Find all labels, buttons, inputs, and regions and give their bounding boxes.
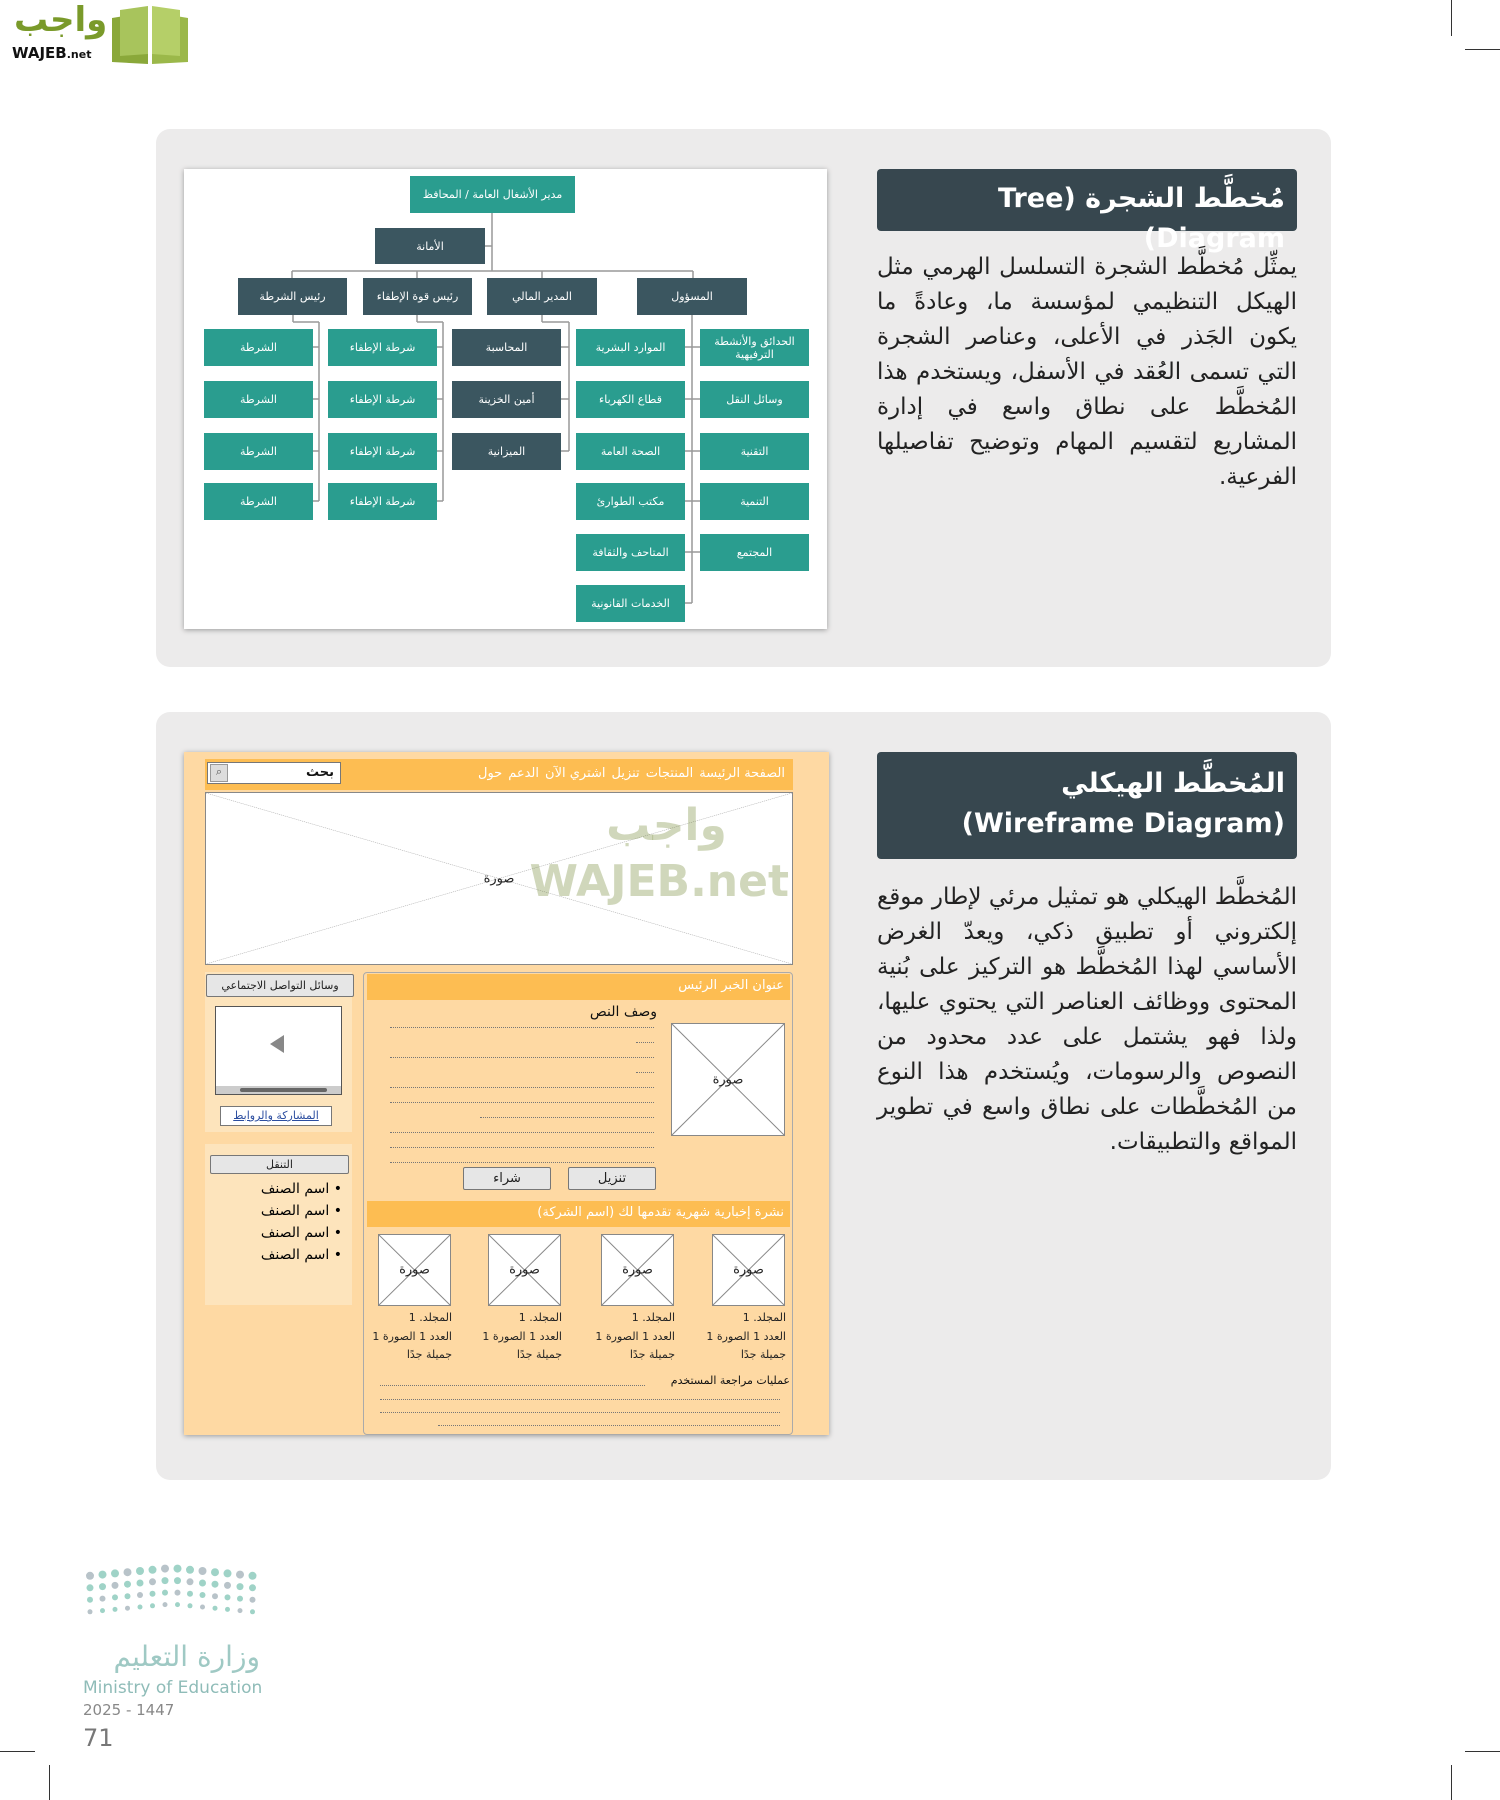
- wf-dotted-line: [390, 1147, 654, 1148]
- emblem-dot: [200, 1605, 205, 1610]
- page-number: 71: [83, 1724, 114, 1752]
- tree-diagram-paragraph: يمثِّل مُخطَّط الشجرة التسلسل الهرمي مثل الهيكل التنظيمي لمؤسسة ما، وعادةً ما يكون الجَذر في الأعلى، وعناصر الشجرة التي تسمى العُقد في الأسفل، ويستخدم هذا المُخطَّط على نطاق واسع في إدارة المشاريع لتقسيم المهام وتوضيح تفاصيلها الفرعية.: [877, 254, 1297, 490]
- emblem-dot: [100, 1608, 105, 1613]
- wf-category-item: [234, 1200, 342, 1222]
- wf-news-image: [671, 1023, 785, 1136]
- wf-news-image-label: صورة: [712, 1072, 744, 1087]
- tree-leaf-node: الشرطة: [204, 329, 313, 366]
- emblem-dot: [238, 1608, 243, 1613]
- tree-head-node: رئيس قوة الإطفاء: [363, 278, 472, 315]
- wf-thumbnail-image: [378, 1234, 451, 1306]
- wf-nav-link: تنزيل: [611, 766, 640, 781]
- bullet-icon: •: [329, 1203, 342, 1219]
- emblem-dot: [199, 1567, 207, 1575]
- emblem-dot: [174, 1577, 181, 1584]
- wf-thumbnail-image: [488, 1234, 561, 1306]
- wf-category-item: [234, 1244, 342, 1266]
- tree-leaf-node: أمين الخزينة: [452, 381, 561, 418]
- emblem-dot: [250, 1597, 256, 1603]
- tree-diagram-heading: مُخطَّط الشجرة (Tree Diagram): [877, 169, 1297, 231]
- emblem-dot: [211, 1568, 219, 1576]
- emblem-dot: [113, 1607, 118, 1612]
- wf-reviews-label: عمليات مراجعة المستخدم: [670, 1374, 790, 1387]
- bullet-icon: •: [329, 1247, 342, 1263]
- emblem-dot: [112, 1582, 119, 1589]
- wf-caption-line: جميلة جدًا: [740, 1348, 786, 1361]
- emblem-dot: [150, 1603, 155, 1608]
- wf-caption-line: جميلة جدًا: [629, 1348, 675, 1361]
- emblem-dot: [161, 1565, 169, 1573]
- bullet-icon: •: [329, 1181, 342, 1197]
- wf-nav-title: التنقل: [210, 1155, 349, 1174]
- wf-dotted-line: [390, 1132, 654, 1133]
- wf-social-title: وسائل التواصل الاجتماعي: [206, 974, 354, 997]
- crop-mark: [1451, 0, 1452, 36]
- emblem-dot: [88, 1609, 93, 1614]
- wf-thumbnail-label: صورة: [399, 1262, 430, 1278]
- tree-leaf-node: المجتمع: [700, 534, 809, 571]
- wf-category-label: اسم الصنف: [260, 1247, 330, 1263]
- emblem-dot: [237, 1583, 244, 1590]
- emblem-dot: [174, 1565, 182, 1573]
- wf-caption-line: العدد 1 الصورة 1: [372, 1329, 452, 1343]
- wf-dotted-line: [480, 1117, 654, 1118]
- tree-leaf-node: وسائل النقل: [700, 381, 809, 418]
- tree-leaf-node: الموارد البشرية: [576, 329, 685, 366]
- emblem-dot: [224, 1569, 232, 1577]
- tree-head-node: رئيس الشرطة: [238, 278, 347, 315]
- wf-dotted-line: [380, 1412, 780, 1413]
- wf-nav-link: اشتري الآن: [545, 766, 606, 781]
- wf-caption-line: العدد 1 الصورة 1: [482, 1329, 562, 1343]
- wireframe-heading-line1: المُخطَّط الهيكلي: [1061, 768, 1285, 799]
- wireframe-image: [184, 752, 829, 1435]
- wf-category-item: [234, 1222, 342, 1244]
- emblem-dot: [86, 1572, 94, 1580]
- tree-leaf-node: الميزانية: [452, 433, 561, 470]
- tree-leaf-node: قطاع الكهرباء: [576, 381, 685, 418]
- video-progress-bar: [216, 1086, 341, 1094]
- emblem-dot: [187, 1591, 193, 1597]
- wf-nav-link: المنتجات: [645, 766, 694, 781]
- emblem-dot: [100, 1596, 106, 1602]
- emblem-dot: [149, 1578, 156, 1585]
- emblem-dot: [111, 1569, 119, 1577]
- wf-navbar: [205, 759, 793, 790]
- emblem-dot: [124, 1568, 132, 1576]
- emblem-dot: [163, 1602, 168, 1607]
- wf-caption-line: جميلة جدًا: [516, 1348, 562, 1361]
- wireframe-paragraph: المُخطَّط الهيكلي هو تمثيل مرئي لإطار موقع إلكتروني أو تطبيق ذكي، ويعدّ الغرض الأساسي لهذا المُخطَّط هو التركيز على بُنية المحتوى ووظائف العناصر التي يحتوي عليها، ولذا فهو يشتمل على عدد محدود من النصوص والرسومات، ويُستخدم هذا النوع من المُخطَّطات على نطاق واسع في تطوير المواقع والتطبيقات.: [877, 884, 1297, 1155]
- tree-leaf-node: المحاسبة: [452, 329, 561, 366]
- emblem-dot: [125, 1593, 131, 1599]
- wf-caption-line: المجلد. 1: [518, 1311, 562, 1324]
- emblem-dot: [225, 1607, 230, 1612]
- ministry-name-ar: وزارة التعليم: [113, 1640, 260, 1673]
- ministry-logo: [80, 1560, 270, 1760]
- emblem-dot: [186, 1566, 194, 1574]
- emblem-dot: [149, 1566, 157, 1574]
- wajeb-watermark: واجب WAJEB.net: [529, 800, 789, 907]
- emblem-dot: [162, 1577, 169, 1584]
- emblem-dot: [249, 1572, 257, 1580]
- emblem-dot: [112, 1594, 118, 1600]
- play-icon: [270, 1035, 284, 1053]
- wf-dotted-line: [390, 1027, 654, 1028]
- tree-leaf-node: الشرطة: [204, 483, 313, 520]
- emblem-dot: [87, 1584, 94, 1591]
- logo-arabic: واجب: [14, 0, 108, 40]
- wf-thumbnail-caption: [575, 1309, 675, 1365]
- bullet-icon: •: [329, 1225, 342, 1241]
- tree-head-node: المدير المالي: [487, 278, 597, 315]
- wf-thumbnail-label: صورة: [622, 1262, 653, 1278]
- wf-caption-line: المجلد. 1: [742, 1311, 786, 1324]
- search-icon: ⌕: [210, 764, 228, 782]
- wf-dotted-line: [380, 1385, 645, 1386]
- wf-thumbnail-image: [712, 1234, 785, 1306]
- wf-category-label: اسم الصنف: [260, 1203, 330, 1219]
- crop-mark: [49, 1765, 50, 1800]
- ministry-emblem-icon: [80, 1560, 265, 1625]
- book-icon: [108, 4, 193, 66]
- tree-leaf-node: شرطة الإطفاء: [328, 433, 437, 470]
- emblem-dot: [175, 1602, 180, 1607]
- emblem-dot: [213, 1606, 218, 1611]
- emblem-dot: [212, 1581, 219, 1588]
- wf-dotted-line: [390, 1162, 654, 1163]
- wf-nav-link: الدعم: [508, 766, 540, 781]
- emblem-dot: [125, 1606, 130, 1611]
- wf-search-label: بحث: [305, 765, 334, 780]
- tree-leaf-node: التقنية: [700, 433, 809, 470]
- emblem-dot: [249, 1584, 256, 1591]
- emblem-dot: [212, 1593, 218, 1599]
- tree-leaf-node: مكتب الطوارئ: [576, 483, 685, 520]
- emblem-dot: [137, 1592, 143, 1598]
- emblem-dot: [250, 1609, 255, 1614]
- wf-news-title: عنوان الخبر الرئيس: [367, 974, 790, 1000]
- emblem-dot: [225, 1594, 231, 1600]
- wireframe-heading: [877, 752, 1297, 859]
- emblem-dot: [237, 1596, 243, 1602]
- wf-text-desc: وصف النص: [589, 1004, 657, 1020]
- emblem-dot: [224, 1582, 231, 1589]
- tree-secretariat-node: الأمانة: [375, 228, 485, 264]
- logo-latin-text: WAJEB: [12, 44, 67, 62]
- emblem-dot: [87, 1597, 93, 1603]
- wireframe-heading-line2: (Wireframe Diagram): [961, 808, 1285, 839]
- wf-caption-line: المجلد. 1: [408, 1311, 452, 1324]
- emblem-dot: [199, 1580, 206, 1587]
- wf-thumbnail-image: [601, 1234, 674, 1306]
- wf-nav-link: الصفحة الرئيسة: [699, 766, 785, 781]
- wf-thumbnail-label: صورة: [733, 1262, 764, 1278]
- wf-category-label: اسم الصنف: [260, 1225, 330, 1241]
- emblem-dot: [236, 1571, 244, 1579]
- ministry-year: 2025 - 1447: [83, 1701, 175, 1719]
- wf-dotted-line: [390, 1057, 654, 1058]
- wf-category-label: اسم الصنف: [260, 1181, 330, 1197]
- video-progress-track: [240, 1088, 327, 1092]
- emblem-dot: [138, 1605, 143, 1610]
- wf-thumbnail-caption: [686, 1309, 786, 1365]
- wf-category-item: [234, 1178, 342, 1200]
- wf-dotted-line: [636, 1072, 654, 1073]
- ministry-name-en: Ministry of Education: [83, 1678, 263, 1698]
- wf-dotted-line: [390, 1087, 654, 1088]
- tree-leaf-node: الخدمات القانونية: [576, 585, 685, 622]
- tree-leaf-node: شرطة الإطفاء: [328, 329, 437, 366]
- wf-caption-line: العدد 1 الصورة 1: [595, 1329, 675, 1343]
- crop-mark: [0, 1751, 35, 1752]
- wf-thumbnail-label: صورة: [509, 1262, 540, 1278]
- crop-mark: [1465, 1751, 1500, 1752]
- logo-latin: [12, 44, 91, 62]
- emblem-dot: [99, 1571, 107, 1579]
- logo-suffix: .net: [66, 48, 92, 61]
- tree-head-node: المسؤول: [637, 278, 747, 315]
- tree-leaf-node: المتاحف والثقافة: [576, 534, 685, 571]
- tree-root-node: مدير الأشغال العامة / المحافظ: [410, 176, 575, 213]
- wf-hero-image-label: صورة: [483, 871, 515, 886]
- tree-leaf-node: التنمية: [700, 483, 809, 520]
- emblem-dot: [162, 1590, 168, 1596]
- wf-caption-line: المجلد. 1: [631, 1311, 675, 1324]
- wf-dotted-line: [438, 1425, 780, 1426]
- emblem-dot: [137, 1580, 144, 1587]
- wf-dotted-line: [380, 1399, 780, 1400]
- wf-newsletter-bar: نشرة إخبارية شهرية تقدمها لك (اسم الشركة): [367, 1201, 790, 1227]
- wf-share-links: المشاركة والروابط: [220, 1106, 332, 1126]
- emblem-dot: [136, 1567, 144, 1575]
- tree-diagram-image: [184, 169, 827, 629]
- tree-leaf-node: شرطة الإطفاء: [328, 381, 437, 418]
- wf-search-box: [207, 762, 341, 784]
- emblem-dot: [200, 1592, 206, 1598]
- wf-category-list: [234, 1178, 342, 1266]
- tree-leaf-node: الشرطة: [204, 381, 313, 418]
- wf-caption-line: العدد 1 الصورة 1: [706, 1329, 786, 1343]
- emblem-dot: [188, 1603, 193, 1608]
- wf-thumbnail-caption: [462, 1309, 562, 1365]
- tree-leaf-node: الحدائق والأنشطة الترفيهية: [700, 329, 809, 366]
- emblem-dot: [99, 1583, 106, 1590]
- wf-nav-links: [478, 766, 785, 781]
- wf-caption-line: جميلة جدًا: [406, 1348, 452, 1361]
- crop-mark: [1465, 49, 1500, 50]
- wf-video-player: [215, 1006, 342, 1095]
- wf-dotted-line: [636, 1042, 654, 1043]
- wajeb-logo: [8, 0, 193, 66]
- crop-mark: [1451, 1765, 1452, 1800]
- emblem-dot: [187, 1578, 194, 1585]
- wf-thumbnail-caption: [352, 1309, 452, 1365]
- emblem-dot: [124, 1581, 131, 1588]
- tree-leaf-node: شرطة الإطفاء: [328, 483, 437, 520]
- wf-buy-button: شراء: [463, 1167, 551, 1190]
- wf-nav-link: حول: [478, 766, 503, 781]
- emblem-dot: [150, 1591, 156, 1597]
- wf-dotted-line: [390, 1102, 654, 1103]
- emblem-dot: [175, 1590, 181, 1596]
- tree-leaf-node: الصحة العامة: [576, 433, 685, 470]
- wf-download-button: تنزيل: [568, 1167, 656, 1190]
- tree-leaf-node: الشرطة: [204, 433, 313, 470]
